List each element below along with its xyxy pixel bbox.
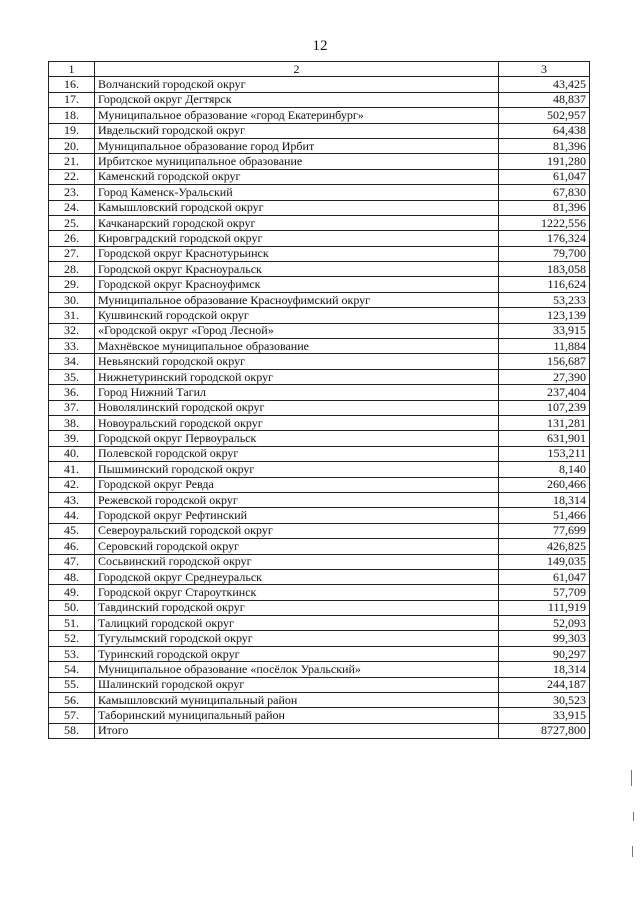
table-row <box>49 200 590 215</box>
row-number: 35. <box>49 369 95 384</box>
row-number: 25. <box>49 215 95 230</box>
amount-value: 631,901 <box>499 431 590 446</box>
municipality-name: Ивдельский городской округ <box>95 123 499 138</box>
amount-value: 1222,556 <box>499 215 590 230</box>
municipality-name: Пышминский городской округ <box>95 462 499 477</box>
scan-mark <box>632 846 633 857</box>
row-number: 29. <box>49 277 95 292</box>
municipality-name: Город Каменск-Уральский <box>95 185 499 200</box>
row-number: 45. <box>49 523 95 538</box>
amount-value: 33,915 <box>499 708 590 723</box>
table-row <box>49 415 590 430</box>
row-number: 30. <box>49 292 95 307</box>
municipality-name: Городской округ Дегтярск <box>95 92 499 107</box>
row-number: 38. <box>49 415 95 430</box>
municipality-name: Кушвинский городской округ <box>95 308 499 323</box>
row-number: 47. <box>49 554 95 569</box>
row-number: 39. <box>49 431 95 446</box>
table-body <box>49 62 590 739</box>
row-number: 28. <box>49 262 95 277</box>
municipality-name: Махнёвское муниципальное образование <box>95 339 499 354</box>
table-row <box>49 477 590 492</box>
amount-value: 156,687 <box>499 354 590 369</box>
table-row <box>49 323 590 338</box>
municipality-name: Нижнетуринский городской округ <box>95 369 499 384</box>
municipality-name: Кировградский городской округ <box>95 231 499 246</box>
table-row <box>49 108 590 123</box>
municipality-name: Новолялинский городской округ <box>95 400 499 415</box>
table-row <box>49 646 590 661</box>
amount-value: 57,709 <box>499 585 590 600</box>
table-row <box>49 339 590 354</box>
row-number: 53. <box>49 646 95 661</box>
municipality-name: Волчанский городской округ <box>95 77 499 92</box>
amount-value: 61,047 <box>499 569 590 584</box>
table-row <box>49 662 590 677</box>
municipality-name: Городской округ Ревда <box>95 477 499 492</box>
table-row <box>49 492 590 507</box>
row-number: 19. <box>49 123 95 138</box>
table-row <box>49 262 590 277</box>
municipality-name: Городской округ Красноуфимск <box>95 277 499 292</box>
municipality-name: Итого <box>95 723 499 738</box>
municipality-name: Городской округ Первоуральск <box>95 431 499 446</box>
row-number: 16. <box>49 77 95 92</box>
municipality-name: «Городской округ «Город Лесной» <box>95 323 499 338</box>
amount-value: 51,466 <box>499 508 590 523</box>
amount-value: 502,957 <box>499 108 590 123</box>
amount-value: 8727,800 <box>499 723 590 738</box>
municipality-name: Муниципальное образование город Ирбит <box>95 138 499 153</box>
municipality-name: Ирбитское муниципальное образование <box>95 154 499 169</box>
amount-value: 116,624 <box>499 277 590 292</box>
table-row <box>49 693 590 708</box>
municipality-name: Полевской городской округ <box>95 446 499 461</box>
amount-value: 131,281 <box>499 415 590 430</box>
row-number: 43. <box>49 492 95 507</box>
table-row <box>49 723 590 738</box>
municipality-name: Таборинский муниципальный район <box>95 708 499 723</box>
table-row <box>49 631 590 646</box>
row-number: 21. <box>49 154 95 169</box>
amount-value: 27,390 <box>499 369 590 384</box>
table-row <box>49 369 590 384</box>
table-header-row <box>49 62 590 77</box>
municipality-name: Талицкий городской округ <box>95 616 499 631</box>
table-row <box>49 215 590 230</box>
municipality-name: Муниципальное образование Красноуфимский округ <box>95 292 499 307</box>
table-row <box>49 185 590 200</box>
amount-value: 237,404 <box>499 385 590 400</box>
amount-value: 99,303 <box>499 631 590 646</box>
amount-value: 260,466 <box>499 477 590 492</box>
row-number: 18. <box>49 108 95 123</box>
amount-value: 153,211 <box>499 446 590 461</box>
amount-value: 191,280 <box>499 154 590 169</box>
municipality-name: Камышловский муниципальный район <box>95 693 499 708</box>
municipality-name: Городской округ Староуткинск <box>95 585 499 600</box>
amount-value: 30,523 <box>499 693 590 708</box>
amount-value: 43,425 <box>499 77 590 92</box>
table-row <box>49 277 590 292</box>
header-col-2: 2 <box>95 62 499 77</box>
municipality-name: Городской округ Рефтинский <box>95 508 499 523</box>
municipality-name: Каменский городской округ <box>95 169 499 184</box>
amount-value: 61,047 <box>499 169 590 184</box>
municipality-name: Камышловский городской округ <box>95 200 499 215</box>
table-row <box>49 616 590 631</box>
municipality-name: Шалинский городской округ <box>95 677 499 692</box>
row-number: 58. <box>49 723 95 738</box>
row-number: 36. <box>49 385 95 400</box>
table-row <box>49 231 590 246</box>
row-number: 48. <box>49 569 95 584</box>
municipality-name: Сосьвинский городской округ <box>95 554 499 569</box>
amount-value: 107,239 <box>499 400 590 415</box>
row-number: 50. <box>49 600 95 615</box>
row-number: 55. <box>49 677 95 692</box>
row-number: 31. <box>49 308 95 323</box>
table-row <box>49 600 590 615</box>
municipality-name: Невьянский городской округ <box>95 354 499 369</box>
row-number: 24. <box>49 200 95 215</box>
municipality-name: Серовский городской округ <box>95 539 499 554</box>
table-row <box>49 292 590 307</box>
table-row <box>49 246 590 261</box>
municipality-name: Североуральский городской округ <box>95 523 499 538</box>
amount-value: 90,297 <box>499 646 590 661</box>
municipality-name: Муниципальное образование «посёлок Уральский» <box>95 662 499 677</box>
amount-value: 52,093 <box>499 616 590 631</box>
amount-value: 79,700 <box>499 246 590 261</box>
row-number: 51. <box>49 616 95 631</box>
amount-value: 48,837 <box>499 92 590 107</box>
row-number: 34. <box>49 354 95 369</box>
table-row <box>49 585 590 600</box>
amount-value: 11,884 <box>499 339 590 354</box>
amount-value: 77,699 <box>499 523 590 538</box>
row-number: 27. <box>49 246 95 261</box>
table-row <box>49 138 590 153</box>
row-number: 20. <box>49 138 95 153</box>
table-row <box>49 400 590 415</box>
row-number: 37. <box>49 400 95 415</box>
table-row <box>49 554 590 569</box>
row-number: 57. <box>49 708 95 723</box>
table-row <box>49 431 590 446</box>
table-row <box>49 446 590 461</box>
row-number: 44. <box>49 508 95 523</box>
amount-value: 123,139 <box>499 308 590 323</box>
row-number: 52. <box>49 631 95 646</box>
row-number: 41. <box>49 462 95 477</box>
municipality-name: Муниципальное образование «город Екатеринбург» <box>95 108 499 123</box>
table-row <box>49 354 590 369</box>
row-number: 17. <box>49 92 95 107</box>
row-number: 23. <box>49 185 95 200</box>
municipality-name: Тавдинский городской округ <box>95 600 499 615</box>
table-row <box>49 539 590 554</box>
amount-value: 426,825 <box>499 539 590 554</box>
table-row <box>49 385 590 400</box>
amount-value: 8,140 <box>499 462 590 477</box>
page-number: 12 <box>312 38 328 54</box>
amount-value: 18,314 <box>499 662 590 677</box>
amount-value: 64,438 <box>499 123 590 138</box>
amount-value: 81,396 <box>499 200 590 215</box>
row-number: 42. <box>49 477 95 492</box>
amount-value: 18,314 <box>499 492 590 507</box>
municipality-name: Город Нижний Тагил <box>95 385 499 400</box>
allocation-table <box>48 61 590 739</box>
amount-value: 149,035 <box>499 554 590 569</box>
table-row <box>49 92 590 107</box>
header-col-3: 3 <box>499 62 590 77</box>
amount-value: 111,919 <box>499 600 590 615</box>
table-row <box>49 523 590 538</box>
table-row <box>49 169 590 184</box>
municipality-name: Городской округ Среднеуральск <box>95 569 499 584</box>
table-row <box>49 154 590 169</box>
municipality-name: Качканарский городской округ <box>95 215 499 230</box>
header-col-1: 1 <box>49 62 95 77</box>
row-number: 22. <box>49 169 95 184</box>
municipality-name: Режевской городской округ <box>95 492 499 507</box>
amount-value: 33,915 <box>499 323 590 338</box>
row-number: 40. <box>49 446 95 461</box>
municipality-name: Новоуральский городской округ <box>95 415 499 430</box>
table-row <box>49 508 590 523</box>
table-row <box>49 462 590 477</box>
municipality-name: Городской округ Красноуральск <box>95 262 499 277</box>
row-number: 54. <box>49 662 95 677</box>
row-number: 46. <box>49 539 95 554</box>
scan-mark <box>631 770 632 786</box>
municipality-name: Городской округ Краснотурьинск <box>95 246 499 261</box>
row-number: 49. <box>49 585 95 600</box>
table-row <box>49 569 590 584</box>
table-row <box>49 77 590 92</box>
table-row <box>49 308 590 323</box>
row-number: 26. <box>49 231 95 246</box>
scan-mark <box>633 812 634 821</box>
row-number: 32. <box>49 323 95 338</box>
table-row <box>49 677 590 692</box>
row-number: 33. <box>49 339 95 354</box>
amount-value: 176,324 <box>499 231 590 246</box>
row-number: 56. <box>49 693 95 708</box>
amount-value: 81,396 <box>499 138 590 153</box>
amount-value: 183,058 <box>499 262 590 277</box>
table-row <box>49 123 590 138</box>
amount-value: 244,187 <box>499 677 590 692</box>
municipality-name: Туринский городской округ <box>95 646 499 661</box>
table-row <box>49 708 590 723</box>
municipality-name: Тугулымский городской округ <box>95 631 499 646</box>
amount-value: 67,830 <box>499 185 590 200</box>
amount-value: 53,233 <box>499 292 590 307</box>
